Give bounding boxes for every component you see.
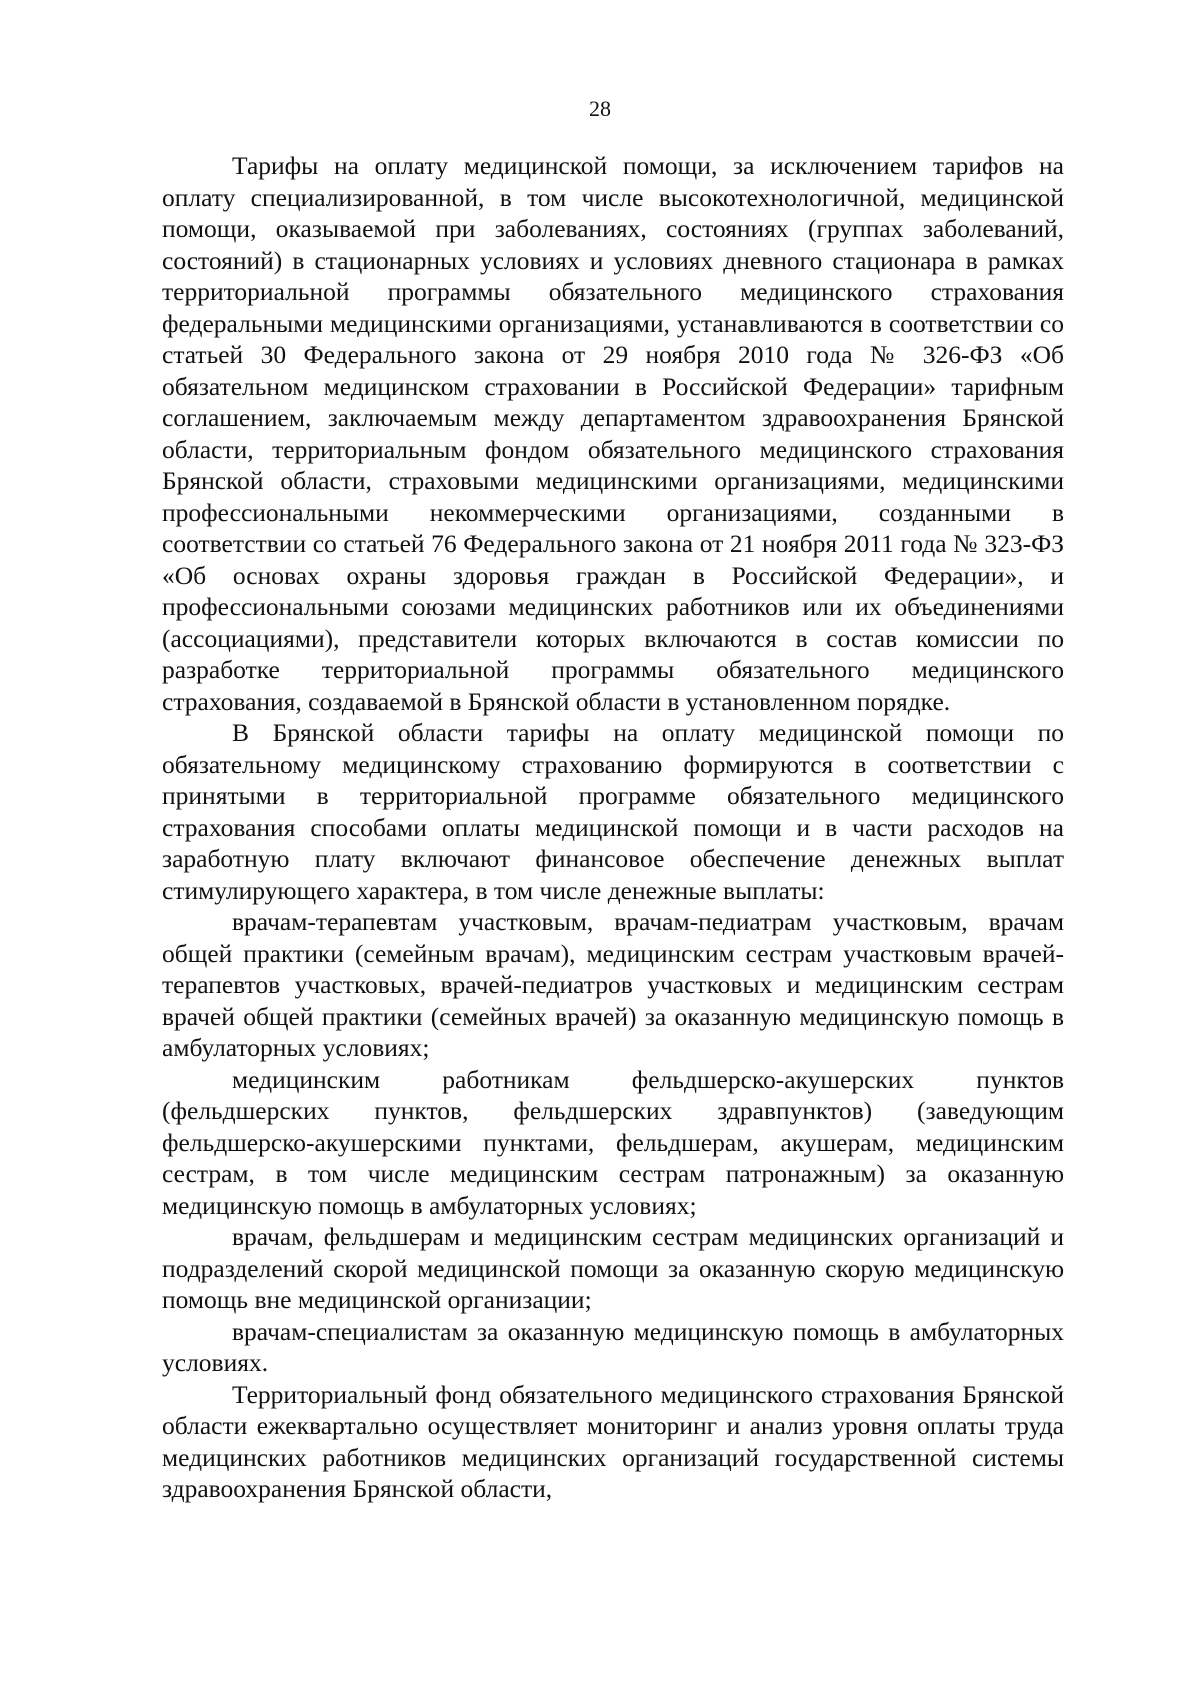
paragraph-monitoring: Территориальный фонд обязательного медицинского страхования Брянской области ежеквартально осуществляет мониторинг и анализ уровня оплаты труда медицинских работников медицинских организаций государственной системы здравоохранения Брянской области, <box>162 1379 1064 1503</box>
paragraph-tariffs-bryansk: В Брянской области тарифы на оплату медицинской помощи по обязательному медицинскому страхованию формируются в соответствии с принятыми в территориальной программе обязательного медицинского страхования способами оплаты медицинской помощи и в части расходов на заработную плату включают финансовое обеспечение денежных выплат стимулирующего характера, в том числе денежные выплаты: <box>162 718 1064 905</box>
list-item-ambulance: врачам, фельдшерам и медицинским сестрам медицинских организаций и подразделений скорой медицинской помощи за оказанную скорую медицинскую помощь вне медицинской организации; <box>162 1222 1064 1314</box>
list-item-specialists: врачам-специалистам за оказанную медицинскую помощь в амбулаторных условиях. <box>162 1316 1064 1377</box>
paragraph-tariffs-federal: Тарифы на оплату медицинской помощи, за исключением тарифов на оплату специализированной, в том числе высокотехнологичной, медицинской помощи, оказываемой при заболеваниях, состояниях (группах заболеваний, состояний) в стационарных условиях и условиях дневного стационара в рамках территориальной программы обязательного медицинского страхования федеральными медицинскими организациями, устанавливаются в соответствии со статьей 30 Федерального закона от 29 ноября 2010 года № 326-ФЗ «Об обязательном медицинском страховании в Российской Федерации» тарифным соглашением, заключаемым между департаментом здравоохранения Брянской области, территориальным фондом обязательного медицинского страхования Брянской области, страховыми медицинскими организациями, медицинскими профессиональными некоммерческими организациями, созданными в соответствии со статьей 76 Федерального закона от 21 ноября 2011 года № 323-ФЗ «Об основах охраны здоровья граждан в Российской Федерации», и профессиональными союзами медицинских работников или их объединениями (ассоциациями), представители которых включаются в состав комиссии по разработке территориальной программы обязательного медицинского страхования, создаваемой в Брянской области в установленном порядке. <box>162 151 1064 716</box>
page-number: 28 <box>589 96 611 121</box>
document-body <box>162 150 1064 1505</box>
list-item-district-doctors: врачам-терапевтам участковым, врачам-педиатрам участковым, врачам общей практики (семейным врачам), медицинским сестрам участковым врачей-терапевтов участковых, врачей-педиатров участковых и медицинским сестрам врачей общей практики (семейных врачей) за оказанную медицинскую помощь в амбулаторных условиях; <box>162 907 1064 1062</box>
list-item-feldsher-stations: медицинским работникам фельдшерско-акушерских пунктов (фельдшерских пунктов, фельдшерских здравпунктов) (заведующим фельдшерско-акушерскими пунктами, фельдшерам, акушерам, медицинским сестрам, в том числе медицинским сестрам патронажным) за оказанную медицинскую помощь в амбулаторных условиях; <box>162 1064 1064 1220</box>
